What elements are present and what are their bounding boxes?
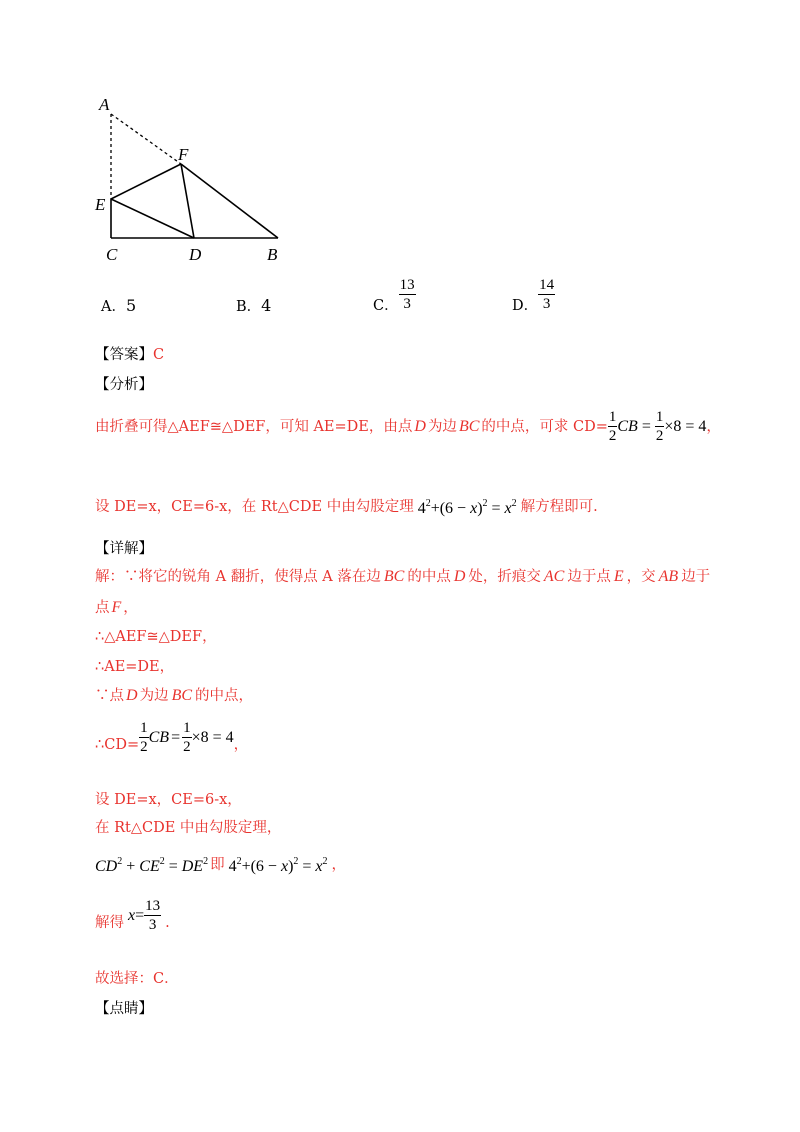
detail-line-1 bbox=[95, 567, 710, 587]
detail-l1-ac: AC bbox=[543, 568, 565, 585]
detail-line-5 bbox=[95, 686, 253, 706]
detail-l10-a: 解得 bbox=[95, 915, 124, 931]
detail-l9-ji: 即 bbox=[210, 856, 225, 873]
geometry-figure bbox=[85, 88, 300, 268]
analysis-frac2-num: 1 bbox=[655, 409, 664, 425]
eq-x-right: x bbox=[504, 500, 512, 517]
detail-l9-4: 4 bbox=[228, 858, 237, 875]
analysis-line-1-mid: 为边 bbox=[427, 419, 457, 435]
detail-l10-x: x bbox=[128, 907, 136, 924]
detail-l9-end: ， bbox=[331, 856, 347, 873]
detail-l6-num: 1 bbox=[140, 720, 148, 736]
eq-paren-open: +(6 − bbox=[430, 500, 471, 517]
option-d bbox=[512, 274, 555, 316]
answer-value: C bbox=[153, 347, 165, 363]
detail-l9-b: +(6 − bbox=[241, 858, 281, 875]
detail-l1-e: E bbox=[613, 568, 624, 585]
segment-ef bbox=[111, 164, 181, 199]
analysis-label: 【分析】 bbox=[95, 377, 153, 393]
analysis-cb: CB bbox=[617, 418, 638, 435]
remark-label: 【点睛】 bbox=[95, 1001, 153, 1017]
detail-l5-c: 的中点， bbox=[195, 688, 254, 704]
detail-l5-b: 为边 bbox=[139, 688, 169, 704]
detail-l10-formula bbox=[128, 899, 161, 933]
answer-label: 【答案】 bbox=[95, 347, 153, 363]
detail-l9-x: x bbox=[280, 858, 289, 875]
detail-l1-bc: BC bbox=[383, 568, 405, 585]
detail-l1-d: D bbox=[453, 568, 466, 585]
detail-l1-c: 处，折痕交 bbox=[468, 569, 541, 585]
option-d-fraction bbox=[538, 278, 555, 312]
option-c-letter: C． bbox=[373, 298, 399, 314]
analysis-var-bc: BC bbox=[458, 418, 480, 435]
detail-l6-den2: 2 bbox=[183, 739, 191, 755]
detail-line-2 bbox=[95, 598, 138, 618]
detail-l9-x2: x bbox=[315, 858, 323, 875]
detail-l1-d-text: 边于点 bbox=[567, 569, 611, 585]
detail-l5-bc: BC bbox=[171, 687, 193, 704]
detail-line-6 bbox=[95, 715, 248, 761]
detail-l9-c-exp: 2 bbox=[293, 856, 299, 867]
analysis-cd-formula bbox=[608, 410, 707, 444]
label-a: A bbox=[99, 95, 110, 114]
segment-fb bbox=[181, 164, 278, 238]
analysis-frac2-den: 2 bbox=[655, 428, 664, 444]
detail-l9-cd-exp: 2 bbox=[117, 856, 123, 867]
analysis-var-d: D bbox=[414, 418, 426, 435]
analysis-line-2 bbox=[95, 494, 598, 519]
option-d-denominator: 3 bbox=[542, 296, 551, 312]
option-d-numerator: 14 bbox=[539, 277, 555, 293]
detail-l10-den: 3 bbox=[148, 917, 157, 933]
detail-line-8: 在 Rt△CDE 中由勾股定理， bbox=[95, 820, 282, 836]
detail-l6-den: 2 bbox=[140, 739, 148, 755]
detail-l1-ab: AB bbox=[658, 568, 679, 585]
detail-l1-b: 的中点 bbox=[407, 569, 451, 585]
analysis-line-1 bbox=[95, 404, 721, 450]
detail-l1-f: 边于 bbox=[681, 569, 711, 585]
detail-l10-eq: = bbox=[135, 907, 145, 924]
detail-l9-cd: CD bbox=[95, 858, 118, 875]
analysis-pythagoras bbox=[418, 494, 517, 519]
detail-l9-formula bbox=[95, 852, 208, 877]
analysis-line-2-text: 设 DE=x，CE=6-x，在 Rt△CDE 中由勾股定理 bbox=[95, 498, 414, 515]
detail-l10-end: . bbox=[165, 915, 170, 931]
detail-l6-cb: CB bbox=[148, 729, 170, 746]
detail-line-3: ∴△AEF≅△DEF， bbox=[95, 629, 217, 645]
detail-l9-d: = bbox=[298, 858, 316, 875]
detail-l9-plus: + bbox=[122, 858, 140, 875]
detail-l1-e-text: ，交 bbox=[626, 569, 656, 585]
label-e: E bbox=[95, 195, 106, 214]
detail-l5-d: D bbox=[126, 687, 138, 704]
option-c-denominator: 3 bbox=[403, 296, 411, 312]
option-b-letter: B． bbox=[236, 299, 262, 315]
eq-x-right-exp: 2 bbox=[511, 498, 517, 509]
detail-l9-ce-exp: 2 bbox=[159, 856, 165, 867]
option-a-letter: A． bbox=[101, 299, 126, 315]
option-c-fraction bbox=[399, 278, 416, 312]
detail-l6-tail: ×8 = 4 bbox=[191, 729, 234, 746]
detail-line-11: 故选择：C． bbox=[95, 971, 179, 987]
detail-l1-a: 解：∵将它的锐角 A 翻折，使得点 A 落在边 bbox=[95, 569, 381, 585]
analysis-frac-den: 2 bbox=[608, 428, 617, 444]
detail-label: 【详解】 bbox=[95, 541, 153, 557]
eq-x: x bbox=[470, 500, 478, 517]
option-b-value: 4 bbox=[261, 296, 272, 315]
detail-l9-x2-exp: 2 bbox=[322, 856, 328, 867]
detail-l2-f: F bbox=[111, 599, 122, 616]
detail-l6-num2: 1 bbox=[183, 720, 191, 736]
detail-l5-a: ∵点 bbox=[95, 688, 124, 704]
option-a-value: 5 bbox=[125, 296, 137, 315]
detail-l9-de-exp: 2 bbox=[203, 856, 209, 867]
analysis-line-1-end: ， bbox=[706, 419, 721, 435]
segment-ed bbox=[111, 199, 194, 238]
detail-l9-eq: = bbox=[164, 858, 182, 875]
analysis-tail: ×8 = 4 bbox=[664, 418, 707, 435]
detail-l2-a: 点 bbox=[95, 600, 110, 616]
detail-l2-b: ， bbox=[123, 600, 138, 616]
detail-l9-formula-2 bbox=[229, 852, 328, 877]
detail-line-10 bbox=[95, 893, 170, 939]
detail-l9-c: ) bbox=[288, 858, 294, 875]
segment-af-dashed bbox=[111, 114, 181, 164]
detail-l6-eq: = bbox=[171, 729, 181, 746]
eq-4: 4 bbox=[417, 500, 426, 517]
detail-line-7: 设 DE=x，CE=6-x， bbox=[95, 792, 242, 808]
analysis-line-2-end: 解方程即可. bbox=[520, 498, 598, 515]
analysis-line-1-mid2: 的中点，可求 CD= bbox=[481, 419, 608, 435]
option-c-numerator: 13 bbox=[399, 277, 415, 293]
detail-l6-end: ， bbox=[233, 737, 249, 753]
analysis-eq: = bbox=[641, 418, 651, 435]
segment-fd bbox=[181, 164, 194, 238]
eq-paren-exp: 2 bbox=[482, 498, 488, 509]
detail-l10-num: 13 bbox=[145, 898, 161, 914]
eq-equals: = bbox=[487, 500, 505, 517]
option-a bbox=[101, 296, 136, 317]
answer-line bbox=[95, 345, 164, 365]
detail-line-4: ∴AE=DE， bbox=[95, 659, 175, 675]
label-c: C bbox=[106, 245, 118, 264]
analysis-frac-num: 1 bbox=[608, 409, 617, 425]
label-d: D bbox=[189, 245, 202, 264]
eq-4-exp: 2 bbox=[425, 498, 431, 509]
label-f: F bbox=[178, 145, 189, 164]
detail-l9-de: DE bbox=[181, 858, 204, 875]
option-d-letter: D． bbox=[512, 298, 539, 314]
detail-l9-4-exp: 2 bbox=[236, 856, 242, 867]
detail-line-9 bbox=[95, 852, 346, 877]
option-c bbox=[373, 274, 416, 316]
eq-paren-close: ) bbox=[477, 500, 483, 517]
option-b bbox=[236, 296, 271, 317]
label-b: B bbox=[267, 245, 278, 264]
detail-cd-formula bbox=[139, 721, 234, 755]
detail-l6-a: ∴CD= bbox=[95, 737, 140, 753]
detail-l9-ce: CE bbox=[139, 858, 160, 875]
analysis-line-1-text: 由折叠可得△AEF≅△DEF，可知 AE=DE，由点 bbox=[95, 419, 413, 435]
